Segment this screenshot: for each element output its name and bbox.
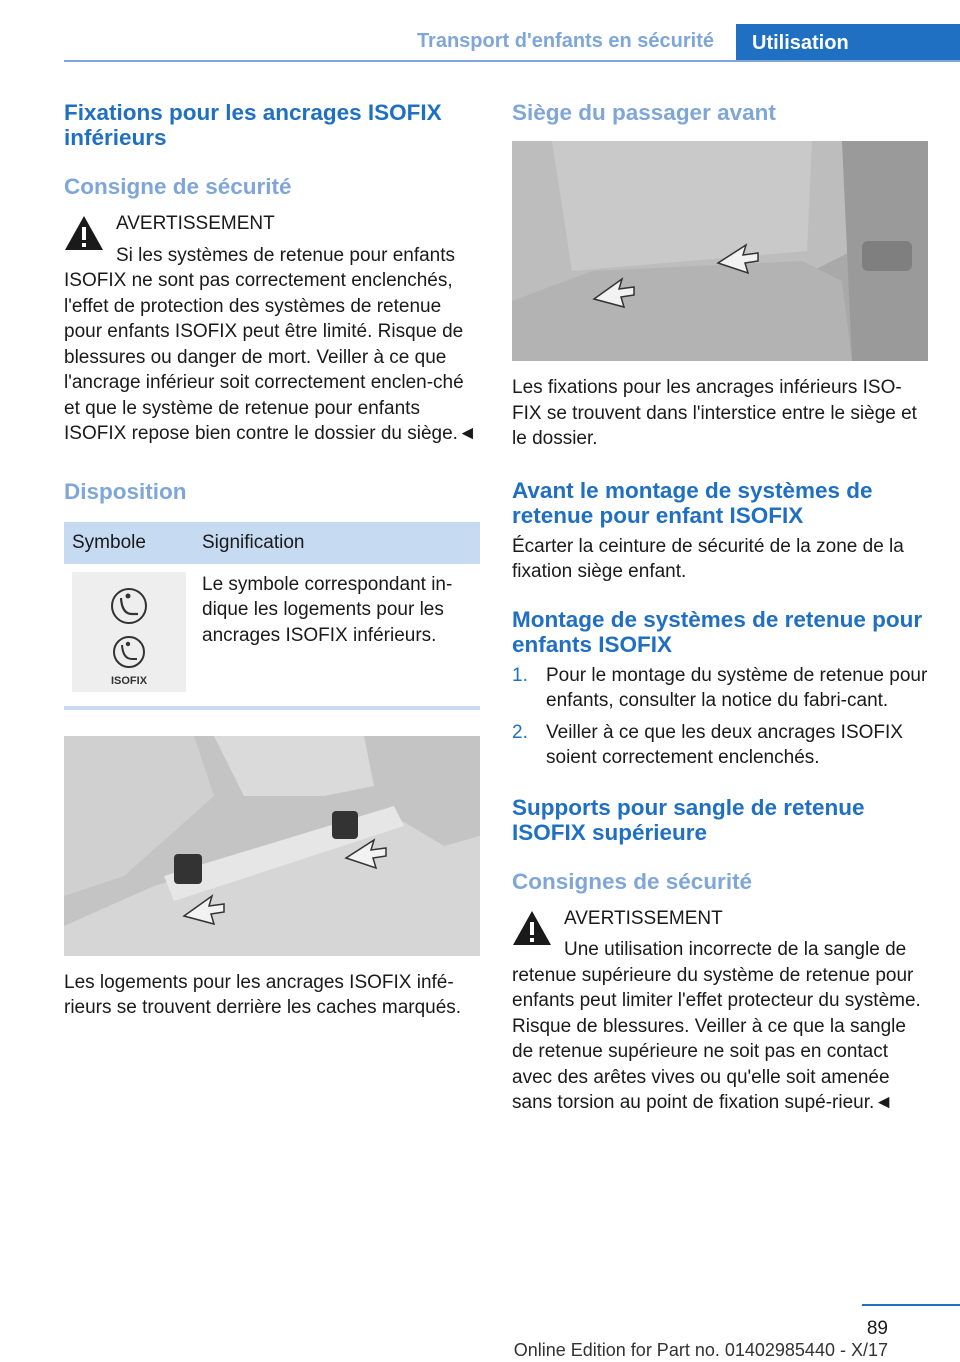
warning-text: Une utilisation incorrecte de la sangle de retenue supérieure du système de retenue pour enfants peut limiter l'effet protecteur du système. Risque de blessures. Veiller à ce que la sangle de retenue supérieure ne soit pas en contact avec des arêtes vives ou qu'elle soit amenée sans torsion au point de fixation supé-rieur.◄ (512, 939, 921, 1113)
table-row (64, 564, 480, 700)
warning-block (512, 906, 928, 1116)
table-header-signification: Signification (194, 522, 480, 564)
step-number: 2. (512, 721, 528, 743)
signification-cell: Le symbole correspondant in-dique les logements pour les ancrages ISOFIX inférieurs. (202, 573, 453, 646)
heading-montage: Montage de systèmes de retenue pour enfants ISOFIX (512, 606, 923, 657)
isofix-label: ISOFIX (110, 674, 148, 687)
heading-disposition: Disposition (64, 478, 187, 504)
rear-seat-photo (64, 736, 480, 956)
heading-passager: Siège du passager avant (512, 100, 776, 125)
montage-steps (512, 663, 928, 771)
footer-edition: Online Edition for Part no. 01402985440 - X/17 (513, 1340, 888, 1360)
right-column (512, 100, 928, 1116)
header-chapter-tab: Utilisation (736, 24, 960, 62)
front-photo-caption: Les fixations pour les ancrages inférieurs ISO-FIX se trouvent dans l'interstice entre le siège et le dossier. (512, 377, 917, 449)
symbol-table (64, 522, 480, 700)
rear-photo-caption: Les logements pour les ancrages ISOFIX infé-rieurs se trouvent derrière les caches marqués. (64, 971, 462, 1018)
warning-triangle-icon (512, 910, 552, 946)
step-text: Pour le montage du système de retenue pour enfants, consulter la notice du fabri-cant. (546, 664, 928, 711)
step-number: 1. (512, 664, 528, 686)
footer-divider (862, 1304, 960, 1306)
step-text: Veiller à ce que les deux ancrages ISOFIX soient correctement enclenchés. (546, 721, 903, 768)
heading-consignes: Consignes de sécurité (512, 868, 753, 894)
page-number: 89 (866, 1318, 888, 1339)
isofix-symbol-icons (72, 572, 186, 692)
header-divider (64, 60, 960, 62)
child-seat-icon (72, 572, 186, 692)
warning-title: AVERTISSEMENT (564, 907, 723, 929)
list-item (512, 720, 928, 771)
warning-title: AVERTISSEMENT (116, 213, 275, 234)
front-seat-photo (512, 141, 928, 361)
heading-consigne: Consigne de sécurité (64, 174, 292, 199)
paragraph-avant: Écarter la ceinture de sécurité de la zone de la fixation siège enfant. (512, 535, 904, 582)
warning-block (64, 211, 480, 447)
symbol-cell (64, 564, 194, 700)
table-bottom-rule (64, 706, 480, 710)
warning-text: Si les systèmes de retenue pour enfants ISOFIX ne sont pas correctement enclenchés, l'effet de protection des systèmes de retenue pour enfants ISOFIX peut être limité. Risque de blessures ou danger de mort. Veiller à ce que l'ancrage inférieur soit correctement enclen-ché et que le système de retenue pour enfants ISOFIX repose bien contre le dossier du siège.◄ (64, 244, 477, 444)
heading-supports: Supports pour sangle de retenue ISOFIX supérieure (512, 794, 865, 845)
page-header (0, 0, 960, 62)
heading-fixations: Fixations pour les ancrages ISOFIX inférieurs (64, 100, 442, 150)
left-column (64, 100, 480, 1021)
list-item (512, 663, 928, 714)
header-section-title: Transport d'enfants en sécurité (416, 30, 714, 52)
heading-avant-montage: Avant le montage de systèmes de retenue pour enfant ISOFIX (512, 477, 873, 528)
warning-triangle-icon (64, 215, 104, 251)
table-header-symbole: Symbole (64, 522, 194, 564)
